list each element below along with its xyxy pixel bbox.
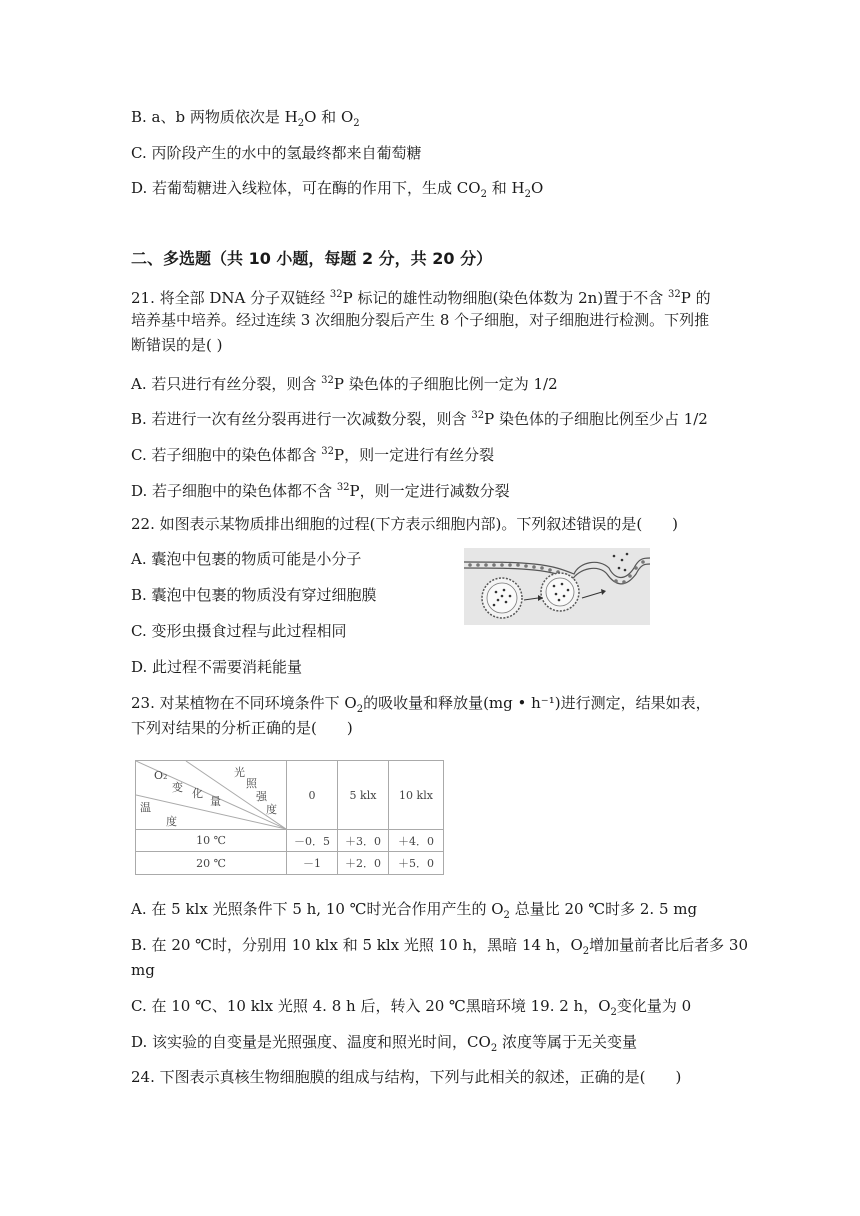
table-cell: －1 (287, 852, 338, 875)
table-header-diagonal: O₂ 变 化 量 光 照 强 度 温 度 (136, 761, 287, 830)
col-header-0: 0 (287, 761, 338, 830)
q22-stem: 22. 如图表示某物质排出细胞的过程(下方表示细胞内部)。下列叙述错误的是( ) (131, 515, 679, 533)
section-title: 二、多选题（共 10 小题，每题 2 分，共 20 分） (131, 249, 493, 268)
q22-option-a: A. 囊泡中包裹的物质可能是小分子 (131, 550, 362, 568)
q22-option-d: D. 此过程不需要消耗能量 (131, 658, 303, 676)
q21-stem-line2: 培养基中培养。经过连续 3 次细胞分裂后产生 8 个子细胞，对子细胞进行检测。下列推 (131, 311, 710, 329)
table-cell: ＋2．0 (338, 852, 389, 875)
q23-option-b-line2: mg (131, 961, 155, 979)
q21-stem-line3: 断错误的是( ) (131, 336, 223, 354)
q20-option-b: B. a、b 两物质依次是 $H_2O$ 和 $O_2$ (131, 108, 360, 129)
q23-option-c: C. 在 10 ℃、10 klx 光照 4. 8 h 后，转入 20 ℃黑暗环境 19. 2 h，$O_2$变化量为 0 (131, 997, 692, 1018)
q23-stem-line1: 23. 对某植物在不同环境条件下 $O_2$的吸收量和释放量(mg • h⁻¹)进行测定，结果如表， (131, 694, 711, 715)
q21-option-a: A. 若只进行有丝分裂，则含 $^{32}$P 染色体的子细胞比例一定为 1/2 (131, 375, 558, 393)
q23-option-a: A. 在 5 klx 光照条件下 5 h, 10 ℃时光合作用产生的 $O_2$ 总量比 20 ℃时多 2. 5 mg (131, 900, 698, 921)
q21-option-b: B. 若进行一次有丝分裂再进行一次减数分裂，则含 $^{32}$P 染色体的子细胞比例至少占 1/2 (131, 410, 708, 428)
q22-option-c: C. 变形虫摄食过程与此过程相同 (131, 622, 347, 640)
table-cell: ＋3．0 (338, 830, 389, 852)
q23-option-b-line1: B. 在 20 ℃时，分别用 10 klx 和 5 klx 光照 10 h，黑暗 14 h，$O_2$增加量前者比后者多 30 (131, 936, 748, 957)
q23-data-table (135, 760, 444, 875)
q20-option-c: C. 丙阶段产生的水中的氢最终都来自葡萄糖 (131, 144, 422, 162)
q22-option-b: B. 囊泡中包裹的物质没有穿过细胞膜 (131, 586, 377, 604)
table-cell: －0．5 (287, 830, 338, 852)
col-header-5klx: 5 klx (338, 761, 389, 830)
q23-stem-line2: 下列对结果的分析正确的是( ) (131, 719, 353, 737)
q21-option-c: C. 若子细胞中的染色体都含 $^{32}$P，则一定进行有丝分裂 (131, 446, 495, 464)
exocytosis-figure (464, 548, 650, 625)
table-cell: ＋5．0 (389, 852, 444, 875)
table-cell: ＋4．0 (389, 830, 444, 852)
row-temp-20: 20 ℃ (136, 852, 287, 875)
col-header-10klx: 10 klx (389, 761, 444, 830)
row-temp-10: 10 ℃ (136, 830, 287, 852)
q24-stem: 24. 下图表示真核生物细胞膜的组成与结构，下列与此相关的叙述，正确的是( ) (131, 1068, 682, 1086)
q21-option-d: D. 若子细胞中的染色体都不含 $^{32}$P，则一定进行减数分裂 (131, 482, 510, 500)
q20-option-d: D. 若葡萄糖进入线粒体，可在酶的作用下，生成 $CO_2$ 和 $H_2O$ (131, 179, 544, 200)
q23-option-d: D. 该实验的自变量是光照强度、温度和照光时间，$CO_2$ 浓度等属于无关变量 (131, 1033, 637, 1054)
q21-stem-line1: 21. 将全部 DNA 分子双链经 $^{32}$P 标记的雄性动物细胞(染色体数为 2n)置于不含 $^{32}$P 的 (131, 289, 711, 307)
